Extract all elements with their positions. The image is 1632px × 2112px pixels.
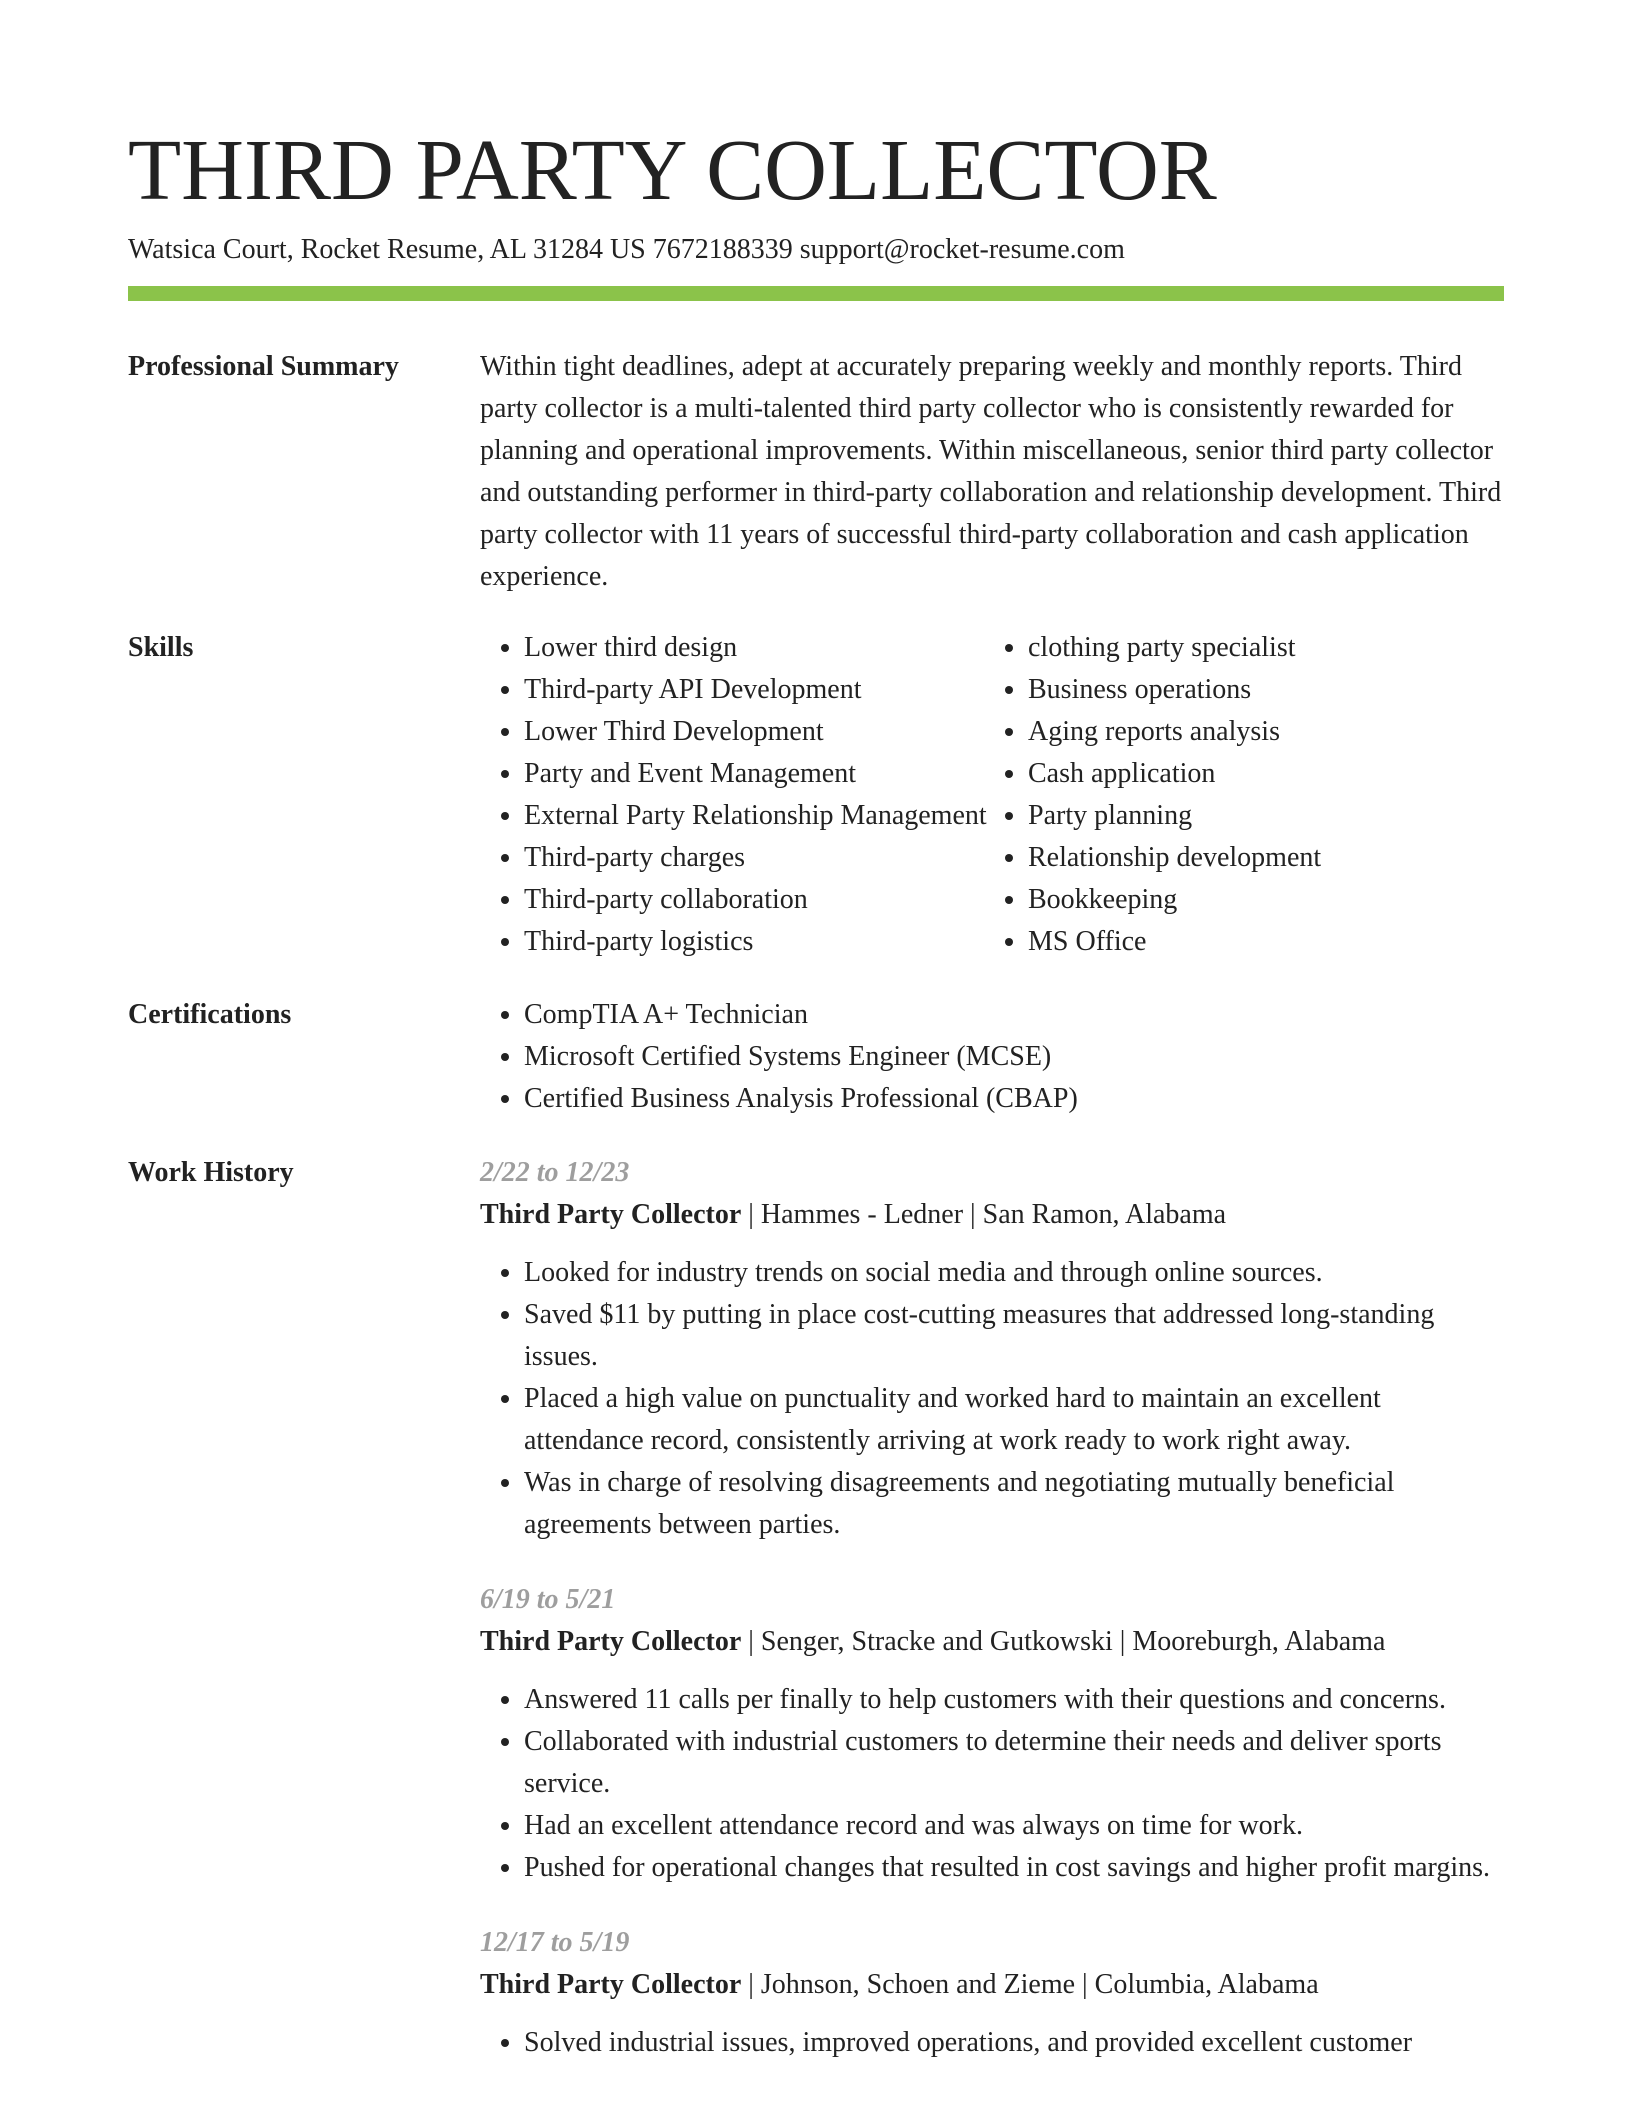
skill-item: • MS Office — [1028, 921, 1321, 963]
skill-item: • Lower third design — [524, 627, 984, 669]
job-bullet: • Answered 11 calls per finally to help customers with their questions and concerns. — [524, 1679, 1504, 1721]
skill-item: • Aging reports analysis — [1028, 711, 1321, 753]
skill-item: • External Party Relationship Management — [524, 795, 984, 837]
job-entry — [480, 1922, 1504, 2064]
job-entry — [480, 1152, 1504, 1546]
resume-name: THIRD PARTY COLLECTOR — [128, 121, 1217, 218]
job-heading — [480, 1621, 1504, 1663]
job-bullets — [480, 1679, 1504, 1889]
job-details: | Senger, Stracke and Gutkowski | Mooreburgh, Alabama — [741, 1626, 1386, 1657]
certification-item: • CompTIA A+ Technician — [524, 994, 1504, 1036]
job-bullets — [480, 2022, 1504, 2064]
job-bullet: • Collaborated with industrial customers to determine their needs and deliver sports service. — [524, 1721, 1504, 1805]
job-details: | Hammes - Ledner | San Ramon, Alabama — [741, 1199, 1227, 1230]
skills-list-col1 — [480, 627, 987, 963]
work-history-body — [480, 1152, 1504, 2097]
job-bullet: • Saved $11 by putting in place cost-cutting measures that addressed long-standing issues. — [524, 1294, 1504, 1378]
skill-item: • Cash application — [1028, 753, 1321, 795]
skill-item: • Third-party logistics — [524, 921, 984, 963]
summary-body — [480, 346, 1504, 598]
skill-item: • Lower Third Development — [524, 711, 984, 753]
job-bullet: • Pushed for operational changes that resulted in cost savings and higher profit margins. — [524, 1847, 1504, 1889]
job-dates: 6/19 to 5/21 — [480, 1584, 616, 1615]
summary-label: Professional Summary — [128, 351, 399, 382]
skill-item: • Business operations — [1028, 669, 1321, 711]
job-heading — [480, 1194, 1504, 1236]
skill-item: • clothing party specialist — [1028, 627, 1321, 669]
job-dates: 12/17 to 5/19 — [480, 1927, 630, 1958]
skills-list-col2 — [984, 627, 1321, 963]
job-title: Third Party Collector — [480, 1626, 742, 1657]
certification-item: • Certified Business Analysis Professional (CBAP) — [524, 1078, 1504, 1120]
skills-label: Skills — [128, 632, 194, 663]
skill-item: • Relationship development — [1028, 837, 1321, 879]
job-heading — [480, 1964, 1504, 2006]
skill-item: • Party planning — [1028, 795, 1321, 837]
job-bullet: • Looked for industry trends on social media and through online sources. — [524, 1252, 1504, 1294]
contact-line: Watsica Court, Rocket Resume, AL 31284 US 7672188339 support@rocket-resume.com — [128, 234, 1125, 265]
summary-text: Within tight deadlines, adept at accurately preparing weekly and monthly reports. Third party collector is a multi-talented third party collector who is consistently rewarded for planning and operational improvements. Within miscellaneous, senior third party collector and outstanding performer in third-party collaboration and relationship development. Third party collector with 11 years of successful third-party collaboration and cash application experience. — [480, 351, 1502, 592]
skill-item: • Party and Event Management — [524, 753, 984, 795]
job-bullet: • Solved industrial issues, improved operations, and provided excellent customer — [524, 2022, 1504, 2064]
skill-item: • Bookkeeping — [1028, 879, 1321, 921]
job-entry — [480, 1579, 1504, 1889]
certifications-body — [480, 994, 1504, 1120]
certifications-list — [480, 994, 1504, 1120]
job-title: Third Party Collector — [480, 1969, 742, 2000]
skills-body — [480, 627, 1504, 963]
job-bullet: • Had an excellent attendance record and was always on time for work. — [524, 1805, 1504, 1847]
certifications-label: Certifications — [128, 999, 292, 1030]
job-bullets — [480, 1252, 1504, 1546]
certification-item: • Microsoft Certified Systems Engineer (MCSE) — [524, 1036, 1504, 1078]
work-history-label: Work History — [128, 1157, 294, 1188]
job-bullet: • Was in charge of resolving disagreements and negotiating mutually beneficial agreements between parties. — [524, 1462, 1504, 1546]
skill-item: • Third-party API Development — [524, 669, 984, 711]
job-bullet: • Placed a high value on punctuality and worked hard to maintain an excellent attendance record, consistently arriving at work ready to work right away. — [524, 1378, 1504, 1462]
skill-item: • Third-party charges — [524, 837, 984, 879]
job-details: | Johnson, Schoen and Zieme | Columbia, Alabama — [741, 1969, 1319, 2000]
job-title: Third Party Collector — [480, 1199, 742, 1230]
accent-divider — [128, 286, 1504, 301]
job-dates: 2/22 to 12/23 — [480, 1157, 630, 1188]
skill-item: • Third-party collaboration — [524, 879, 984, 921]
